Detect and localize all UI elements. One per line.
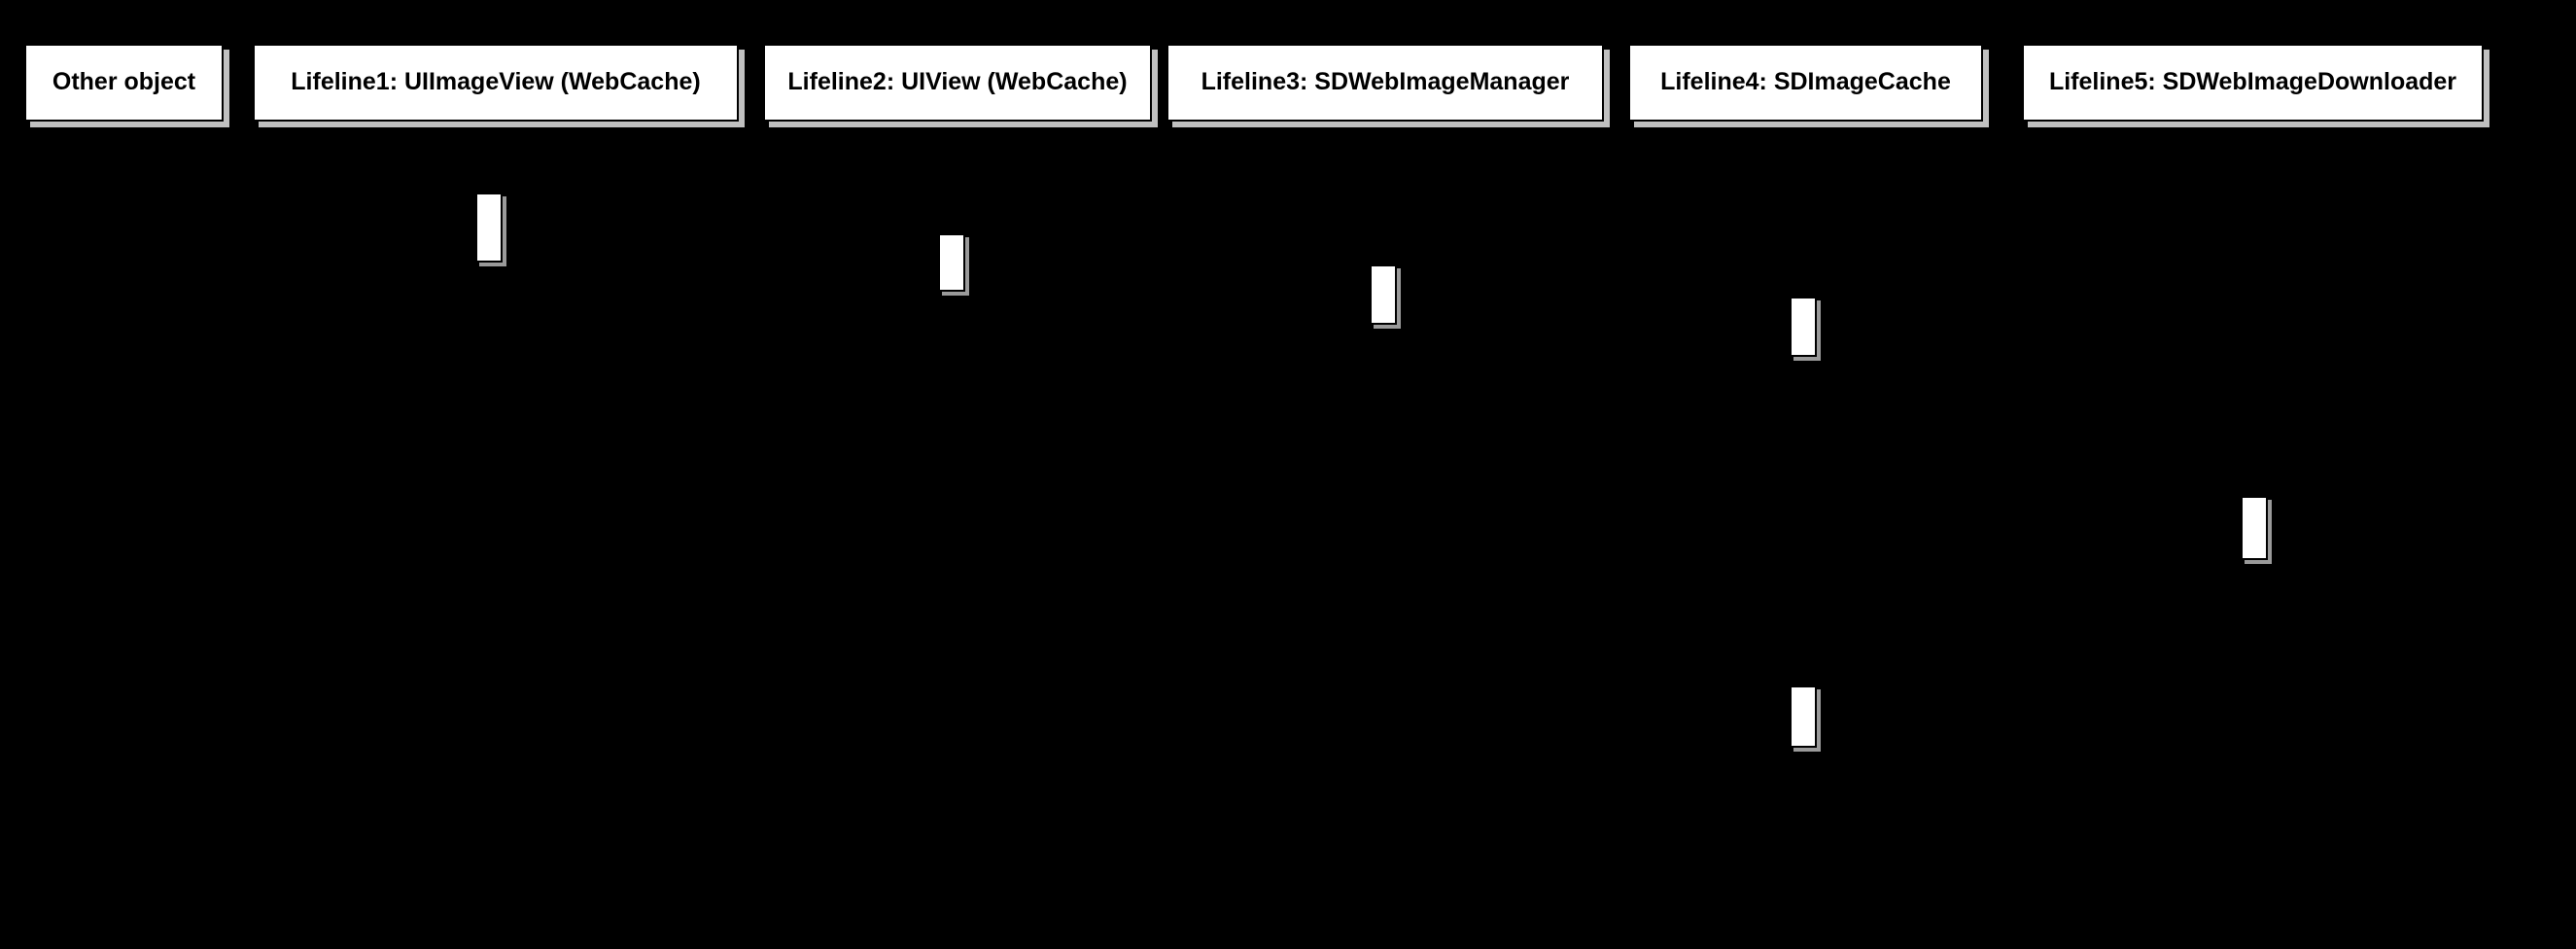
lifeline-label-lifeline2: Lifeline2: UIView (WebCache) — [787, 68, 1128, 96]
lifeline-label-lifeline3: Lifeline3: SDWebImageManager — [1201, 68, 1570, 96]
head-underline-other — [24, 136, 230, 139]
lifeline-head-lifeline5[interactable] — [2022, 44, 2484, 122]
lifeline-label-lifeline1: Lifeline1: UIImageView (WebCache) — [291, 68, 701, 96]
activation-bar-lifeline4-1 — [1790, 297, 1817, 357]
lifeline-head-lifeline1[interactable] — [253, 44, 739, 122]
activation-bar-lifeline4-2 — [1790, 685, 1817, 748]
lifeline-head-lifeline4[interactable] — [1628, 44, 1983, 122]
head-underline-lifeline3 — [1166, 136, 1612, 139]
activation-bar-lifeline3-1 — [1370, 264, 1397, 325]
lifeline-head-lifeline3[interactable] — [1166, 44, 1604, 122]
lifeline-label-other: Other object — [52, 68, 196, 96]
lifeline-label-lifeline4: Lifeline4: SDImageCache — [1660, 68, 1951, 96]
activation-bar-lifeline2-1 — [938, 233, 965, 292]
lifeline-head-lifeline2[interactable] — [763, 44, 1152, 122]
lifeline-label-lifeline5: Lifeline5: SDWebImageDownloader — [2048, 68, 2457, 96]
head-underline-lifeline1 — [253, 136, 747, 139]
head-underline-lifeline5 — [2022, 136, 2490, 139]
head-underline-lifeline4 — [1628, 136, 1990, 139]
head-underline-lifeline2 — [763, 136, 1160, 139]
lifeline-head-other[interactable] — [24, 44, 224, 122]
activation-bar-lifeline1-1 — [475, 193, 503, 263]
activation-bar-lifeline5-1 — [2241, 496, 2268, 560]
